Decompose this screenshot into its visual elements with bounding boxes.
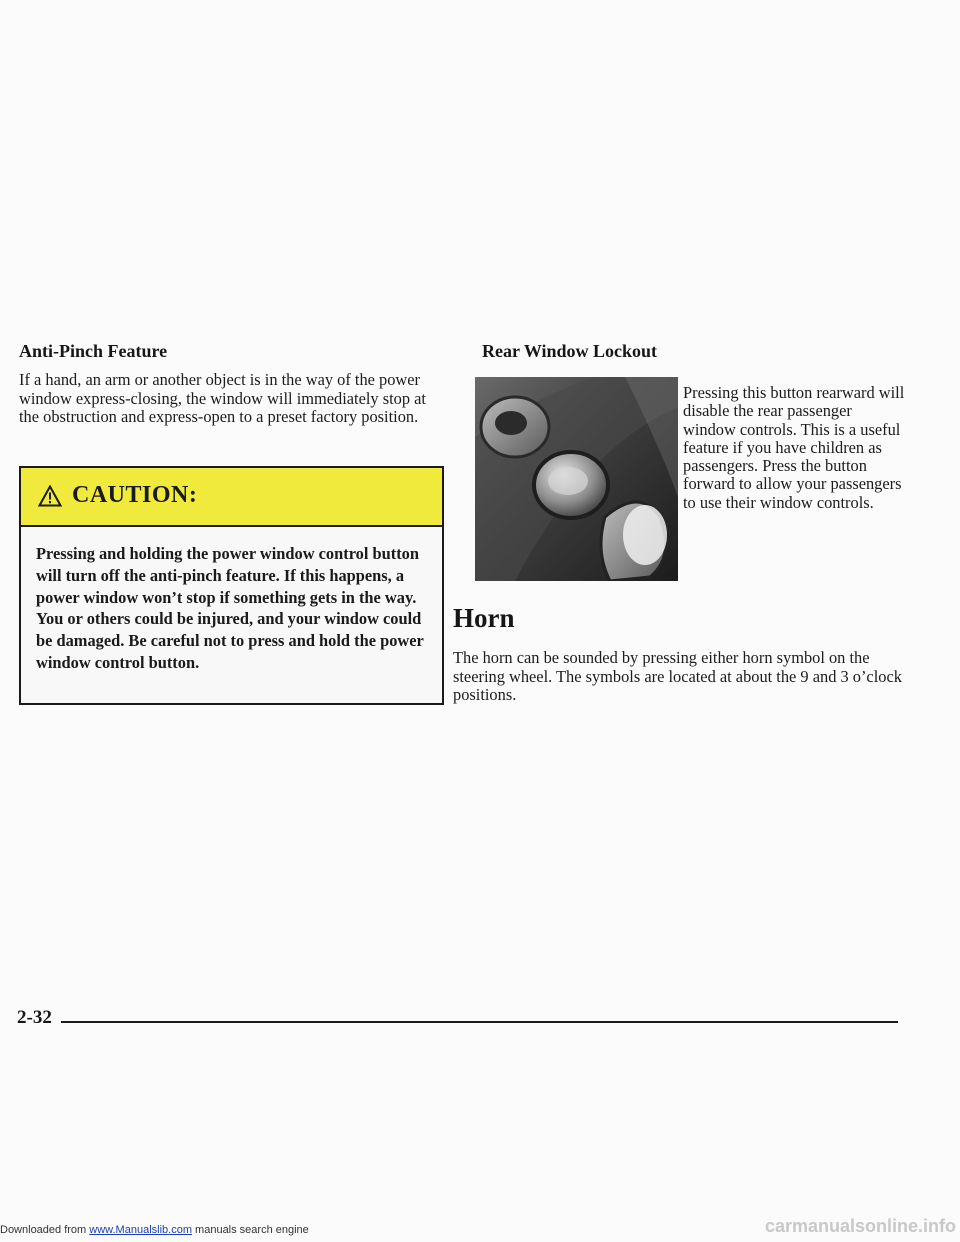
- footer-rule: [61, 1021, 898, 1023]
- caution-header: [21, 468, 442, 527]
- warning-triangle-icon: [38, 485, 62, 507]
- rear-window-lockout-body: Pressing this button rearward will disable the rear passenger window controls. This is a useful feature if you have children as passengers. Press the button forward to allow your passengers to use their window controls.: [683, 383, 905, 512]
- anti-pinch-body: If a hand, an arm or another object is in the way of the power window express-closing, the window will immediately stop at the obstruction and express-open to a preset factory position.: [19, 370, 426, 427]
- horn-body: The horn can be sounded by pressing either horn symbol on the steering wheel. The symbols are located at about the 9 and 3 o’clock positions.: [453, 648, 902, 704]
- horn-heading: Horn: [453, 603, 515, 633]
- rear-window-lockout-heading: Rear Window Lockout: [482, 341, 658, 361]
- anti-pinch-heading: Anti-Pinch Feature: [19, 341, 168, 361]
- lockout-button-photo: [475, 377, 678, 581]
- watermark: carmanualsonline.info: [764, 1216, 956, 1236]
- caution-title: CAUTION:: [72, 482, 198, 508]
- caution-box: [19, 466, 444, 705]
- download-suffix: manuals search engine: [195, 1224, 309, 1236]
- download-prefix: Downloaded from: [0, 1224, 87, 1236]
- caution-text: Pressing and holding the power window control button will turn off the anti-pinch feature. If this happens, a power window won’t stop if something gets in the way. You or others could be injured, and your window could be damaged. Be careful not to press and hold the power window control button.: [36, 544, 424, 672]
- download-banner: [0, 1224, 309, 1236]
- page-number: 2-32: [17, 1007, 52, 1028]
- manualslib-link[interactable]: www.Manualslib.com: [89, 1224, 192, 1236]
